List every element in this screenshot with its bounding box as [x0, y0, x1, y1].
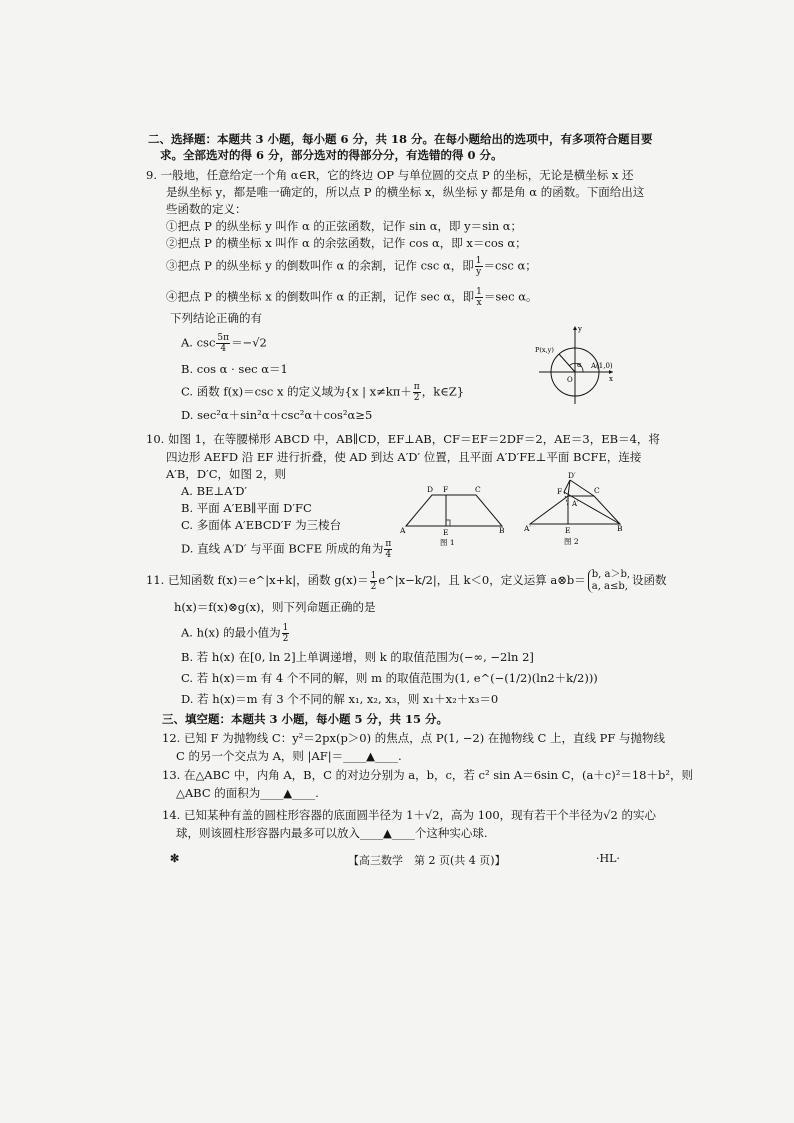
svg-text:A′: A′ [524, 524, 532, 533]
q9-optA-fraction: $\frac{5\pi}{4}$ [217, 333, 230, 354]
svg-text:D: D [427, 485, 434, 494]
q11-option-c: C. 若 h(x)＝m 有 4 个不同的解，则 m 的取值范围为(1, e^(−(1/2)(ln2＋k/2))) [181, 671, 598, 685]
svg-text:O: O [567, 376, 573, 384]
svg-text:A(1,0): A(1,0) [591, 362, 613, 370]
svg-text:B: B [617, 524, 623, 533]
footer-corner-mark: ✼ [170, 852, 180, 865]
q9-option-a: A. csc $\frac{5\pi}{4}$ ＝−√2 [181, 333, 267, 354]
q9-stem-line2: 是纵坐标 y，都是唯一确定的，所以点 P 的横坐标 x，纵坐标 y 都是角 α 的函数。下面给出这 [166, 185, 645, 199]
q10-stem-line1: 10. 如图 1，在等腰梯形 ABCD 中，AB∥CD，EF⊥AB，CF＝EF＝2DF＝2，AE＝3，EB＝4，将 [146, 432, 660, 446]
svg-text:A′: A′ [572, 500, 579, 508]
q13-line2: △ABC 的面积为____▲____. [176, 786, 319, 800]
q11-g-fraction: $\frac{1}{2}$ [370, 570, 377, 592]
footer-page-info: 【高三数学 第 2 页(共 4 页)】 [348, 854, 506, 867]
q10-option-a: A. BE⊥A′D′ [181, 484, 248, 498]
q9-stem-line3: 些函数的定义： [166, 202, 247, 216]
q14-line2: 球，则该圆柱形容器内最多可以放入____▲____个这种实心球. [176, 826, 488, 840]
q11-option-b: B. 若 h(x) 在[0, ln 2]上单调递增，则 k 的取值范围为(−∞, −2ln 2] [181, 650, 534, 664]
q9-def3-fraction: $\frac{1}{y}$ [475, 256, 482, 277]
q11-option-a: A. h(x) 的最小值为 $\frac{1}{2}$ [181, 623, 289, 644]
q9-def-3: ③把点 P 的纵坐标 y 的倒数叫作 α 的余割，记作 csc α，即 $\frac{1}{y}$ ＝csc α； [166, 256, 537, 277]
q14-line1: 14. 已知某种有盖的圆柱形容器的底面圆半径为 1＋√2，高为 100，现有若干个半径为√2 的实心 [162, 808, 656, 822]
q9-def-4: ④把点 P 的横坐标 x 的倒数叫作 α 的正割，记作 sec α，即 $\frac{1}{x}$ ＝sec α。 [166, 287, 538, 308]
svg-text:A: A [400, 526, 406, 535]
svg-text:α: α [577, 361, 582, 369]
q9-def-2: ②把点 P 的横坐标 x 叫作 α 的余弦函数，记作 cos α，即 x＝cos α； [166, 236, 527, 250]
q10-stem-line2: 四边形 AEFD 沿 EF 进行折叠，使 AD 到达 A′D′ 位置，且平面 A′D′FE⊥平面 BCFE，连接 [166, 450, 642, 464]
q11-case-brace: b, a＞b, a, a≤b, [588, 569, 630, 593]
q11-stem-line1: 11. 已知函数 f(x)＝e^|x+k|，函数 g(x)＝ $\frac{1}{2}$ e^|x−k/2|，且 k＜0，定义运算 a⊗b＝ b, a＞b, a, a≤b, 设函数 [146, 569, 667, 592]
svg-text:F: F [443, 485, 449, 494]
q10-stem-line3: A′B，D′C，如图 2，则 [166, 467, 286, 481]
q10-figure-1-trapezoid [396, 480, 508, 548]
q10-option-d: D. 直线 A′D′ 与平面 BCFE 所成的角为 $\frac{\pi}{4}$ [181, 539, 392, 560]
q12-line1: 12. 已知 F 为抛物线 C：y²＝2px(p＞0) 的焦点，点 P(1, −2) 在抛物线 C 上，直线 PF 与抛物线 [162, 731, 666, 745]
q13-line1: 13. 在△ABC 中，内角 A，B，C 的对边分别为 a，b，c，若 c² sin A＝6sin C，(a＋c)²＝18＋b²，则 [162, 768, 693, 782]
section-2-header-cont: 求。全部选对的得 6 分，部分选对的得部分分，有选错的得 0 分。 [160, 148, 503, 162]
q9-prompt: 下列结论正确的有 [170, 311, 262, 325]
q11-optA-fraction: $\frac{1}{2}$ [282, 623, 289, 644]
q10-figure-2-folded-solid [524, 472, 634, 548]
q9-option-b: B. cos α · sec α＝1 [181, 362, 288, 376]
q9-stem-line1: 9. 一般地，任意给定一个角 α∈R，它的终边 OP 与单位圆的交点 P 的坐标，无论是横坐标 x 还 [146, 168, 634, 182]
svg-text:B: B [499, 526, 505, 535]
fig1-caption: 图 1 [440, 538, 455, 547]
svg-text:D′: D′ [568, 472, 576, 480]
q12-line2: C 的另一个交点为 A，则 |AF|＝____▲____. [176, 749, 402, 763]
section-3-header: 三、填空题：本题共 3 小题，每小题 5 分，共 15 分。 [162, 712, 449, 726]
footer-code: ·HL· [596, 852, 620, 865]
q9-def-1: ①把点 P 的纵坐标 y 叫作 α 的正弦函数，记作 sin α，即 y＝sin α； [166, 219, 523, 233]
svg-text:x: x [609, 375, 613, 383]
q9-unit-circle-figure [535, 322, 617, 408]
q9-optC-fraction: $\frac{\pi}{2}$ [413, 382, 420, 403]
q10-option-b: B. 平面 A′EB∥平面 D′FC [181, 501, 312, 515]
svg-text:C: C [594, 486, 600, 495]
q10-option-c: C. 多面体 A′EBCD′F 为三棱台 [181, 518, 342, 532]
svg-text:y: y [578, 325, 582, 333]
q11-option-d: D. 若 h(x)＝m 有 3 个不同的解 x₁, x₂, x₃，则 x₁＋x₂＋x₃＝0 [181, 692, 499, 706]
q11-stem-line2: h(x)＝f(x)⊗g(x)，则下列命题正确的是 [174, 600, 376, 614]
svg-text:P(x,y): P(x,y) [535, 346, 554, 354]
svg-text:E: E [443, 528, 449, 537]
section-2-header: 二、选择题：本题共 3 小题，每小题 6 分，共 18 分。在每小题给出的选项中，有多项符合题目要 [148, 132, 653, 146]
svg-text:F: F [557, 487, 563, 496]
q9-option-d: D. sec²α＋sin²α＋csc²α＋cos²α≥5 [181, 408, 373, 422]
q9-option-c: C. 函数 f(x)＝csc x 的定义域为{x | x≠kπ＋ $\frac{\pi}{2}$ ，k∈Z} [181, 382, 465, 403]
q9-def4-fraction: $\frac{1}{x}$ [476, 287, 482, 308]
q10-optD-fraction: $\frac{\pi}{4}$ [385, 539, 392, 560]
fig2-caption: 图 2 [564, 537, 579, 546]
svg-text:C: C [475, 485, 481, 494]
svg-text:E: E [565, 526, 571, 535]
